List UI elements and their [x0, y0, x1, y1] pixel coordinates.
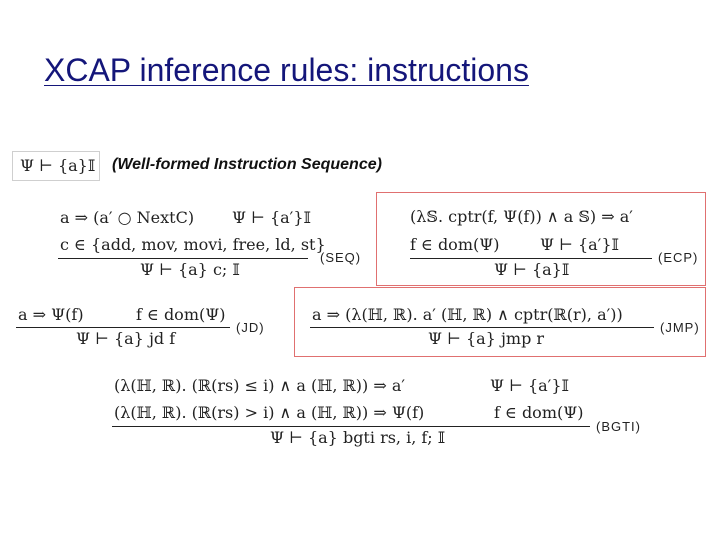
- ecp-premise-2: f ∈ dom(Ψ): [410, 235, 500, 254]
- bgti-premise-2: Ψ ⊢ {a′}𝕀: [490, 376, 569, 395]
- seq-premise-1: a ⇒ (a′ ○ NextC): [60, 208, 195, 227]
- jmp-rule-name: (JMP): [660, 320, 700, 335]
- jmp-rule-bar: [310, 327, 654, 328]
- bgti-premise-3: (λ(ℍ, ℝ). (ℝ(rs) > i) ∧ a (ℍ, ℝ)) ⇒ Ψ(f): [114, 403, 425, 422]
- jd-conclusion: Ψ ⊢ {a} jd f: [76, 329, 176, 348]
- bgti-rule-name: (BGTI): [596, 419, 641, 434]
- seq-premise-2: Ψ ⊢ {a′}𝕀: [232, 208, 311, 227]
- judgment-form: Ψ ⊢ {a}𝕀: [20, 156, 96, 175]
- seq-conclusion: Ψ ⊢ {a} c; 𝕀: [140, 260, 240, 279]
- seq-premise-3: c ∈ {add, mov, movi, free, ld, st}: [60, 235, 326, 254]
- ecp-premise-1: (λ𝕊. cptr(f, Ψ(f)) ∧ a 𝕊) ⇒ a′: [410, 207, 633, 226]
- jmp-conclusion: Ψ ⊢ {a} jmp r: [428, 329, 545, 348]
- seq-rule-bar: [58, 258, 308, 259]
- jmp-premise-1: a ⇒ (λ(ℍ, ℝ). a′ (ℍ, ℝ) ∧ cptr(ℝ(r), a′)): [312, 305, 623, 324]
- bgti-premise-1: (λ(ℍ, ℝ). (ℝ(rs) ≤ i) ∧ a (ℍ, ℝ)) ⇒ a′: [114, 376, 406, 395]
- jd-rule-bar: [16, 327, 230, 328]
- jd-premise-1: a ⇒ Ψ(f): [18, 305, 84, 324]
- judgment-caption: (Well-formed Instruction Sequence): [112, 156, 382, 173]
- bgti-premise-4: f ∈ dom(Ψ): [494, 403, 584, 422]
- jd-premise-2: f ∈ dom(Ψ): [136, 305, 226, 324]
- bgti-conclusion: Ψ ⊢ {a} bgti rs, i, f; 𝕀: [270, 428, 446, 447]
- ecp-rule-name: (ECP): [658, 250, 699, 265]
- seq-rule-name: (SEQ): [320, 250, 362, 265]
- jd-rule-name: (JD): [236, 320, 265, 335]
- bgti-rule-bar: [112, 426, 590, 427]
- ecp-premise-3: Ψ ⊢ {a′}𝕀: [540, 235, 619, 254]
- ecp-rule-bar: [410, 258, 652, 259]
- slide-title: XCAP inference rules: instructions: [44, 52, 529, 88]
- ecp-conclusion: Ψ ⊢ {a}𝕀: [494, 260, 570, 279]
